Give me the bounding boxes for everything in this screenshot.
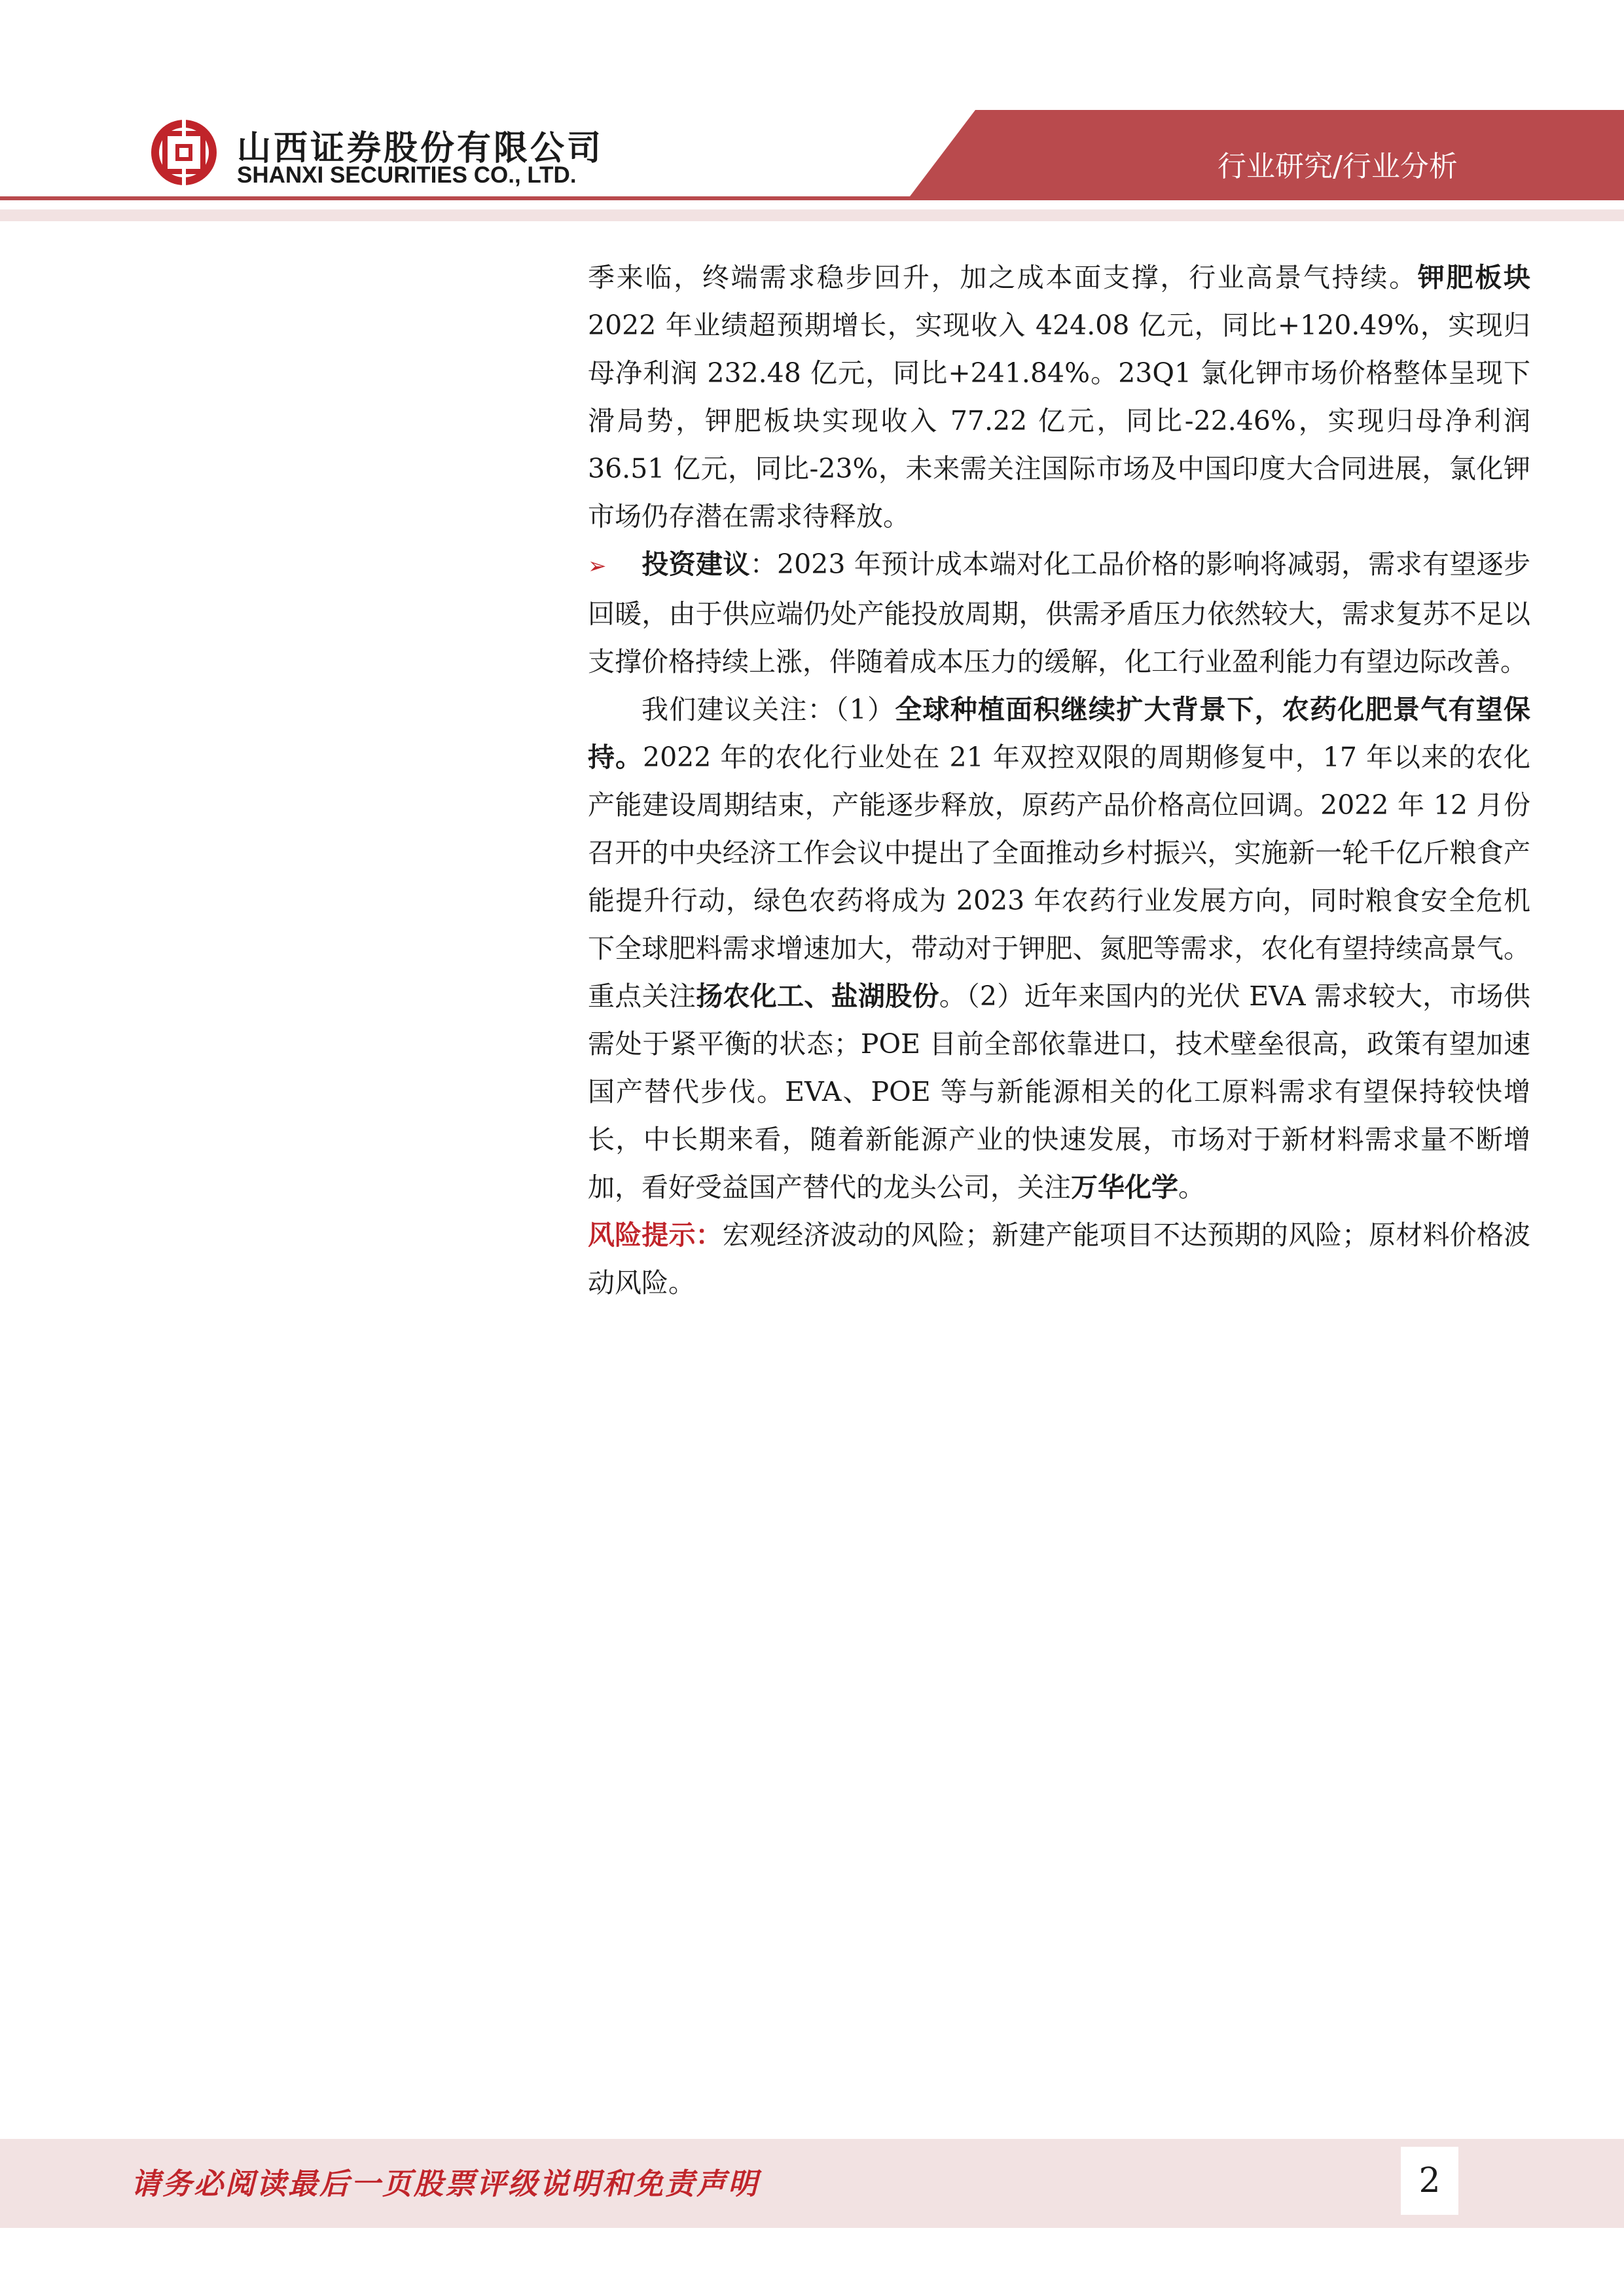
text-span: 。	[1178, 1172, 1205, 1203]
bold-span: 投资建议	[641, 548, 750, 580]
text-span: ：2023 年预计成本端对化工品价格的影响将减弱，需求有望逐步回暖，由于供应端仍处产能投放周期，供需矛盾压力依然较大，需求复苏不足以支撑价格持续上涨，伴随着成本压力的缓解，化工行业盈利能力有望边际改善。	[588, 548, 1531, 677]
paragraph-risk-warning	[588, 1211, 1530, 1307]
page-number: 2	[1401, 2147, 1458, 2215]
risk-label: 风险提示：	[588, 1219, 723, 1251]
bullet-arrow-icon: ➢	[588, 553, 607, 579]
header-rule-light	[0, 209, 1624, 221]
text-span: 2022 年业绩超预期增长，实现收入 424.08 亿元，同比+120.49%，实现归母净利润 232.48 亿元，同比+241.84%。23Q1 氯化钾市场价格整体呈现下滑局势，钾肥板块实现收入 77.22 亿元，同比-22.46%，实现归母净利润 36.51 亿元，同比-23%，未来需关注国际市场及中国印度大合同进展，氯化钾市场仍存潜在需求待释放。	[588, 310, 1530, 532]
bold-span: 钾肥板块	[1417, 262, 1530, 293]
company-name-en: SHANXI SECURITIES CO., LTD.	[237, 162, 577, 188]
text-span: 。（2）近年来国内的光伏 EVA 需求较大，市场供需处于紧平衡的状态；POE 目前全部依靠进口，技术壁垒很高，政策有望加速国产替代步伐。EVA、POE 等与新能源相关的化工原料需求有望保持较快增长，中长期来看，随着新能源产业的快速发展，市场对于新材料需求量不断增加，看好受益国产替代的龙头公司，关注	[588, 980, 1531, 1203]
bold-span: 扬农化工、盐湖股份	[696, 980, 939, 1012]
report-body	[588, 254, 1530, 1307]
footer-disclaimer: 请务必阅读最后一页股票评级说明和免责声明	[131, 2166, 760, 2201]
text-span: 我们建议关注：（1）	[641, 694, 895, 725]
paragraph-investment-advice	[588, 541, 1530, 686]
paragraph-potash	[588, 254, 1530, 541]
header-rule	[0, 196, 1624, 200]
text-span: 宏观经济波动的风险；新建产能项目不达预期的风险；原材料价格波动风险。	[588, 1219, 1531, 1299]
bold-span: 全球种植面积继续扩大背景下，农药化肥景气有望保持。	[588, 694, 1530, 773]
bold-span: 万华化学	[1071, 1172, 1178, 1203]
page-header	[0, 0, 1624, 216]
text-span: 2022 年的农化行业处在 21 年双控双限的周期修复中，17 年以来的农化产能建设周期结束，产能逐步释放，原药产品价格高位回调。2022 年 12 月份召开的中央经济工作会议中提出了全面推动乡村振兴，实施新一轮千亿斤粮食产能提升行动，绿色农药将成为 2023 年农药行业发展方向，同时粮食安全危机下全球肥料需求增速加大，带动对于钾肥、氮肥等需求，农化有望持续高景气。重点关注	[588, 742, 1531, 1012]
paragraph-recommendations	[588, 686, 1530, 1211]
section-label: 行业研究/行业分析	[1218, 150, 1458, 183]
company-name-cn: 山西证券股份有限公司	[237, 129, 604, 168]
text-span: 季来临，终端需求稳步回升，加之成本面支撑，行业高景气持续。	[588, 262, 1418, 293]
